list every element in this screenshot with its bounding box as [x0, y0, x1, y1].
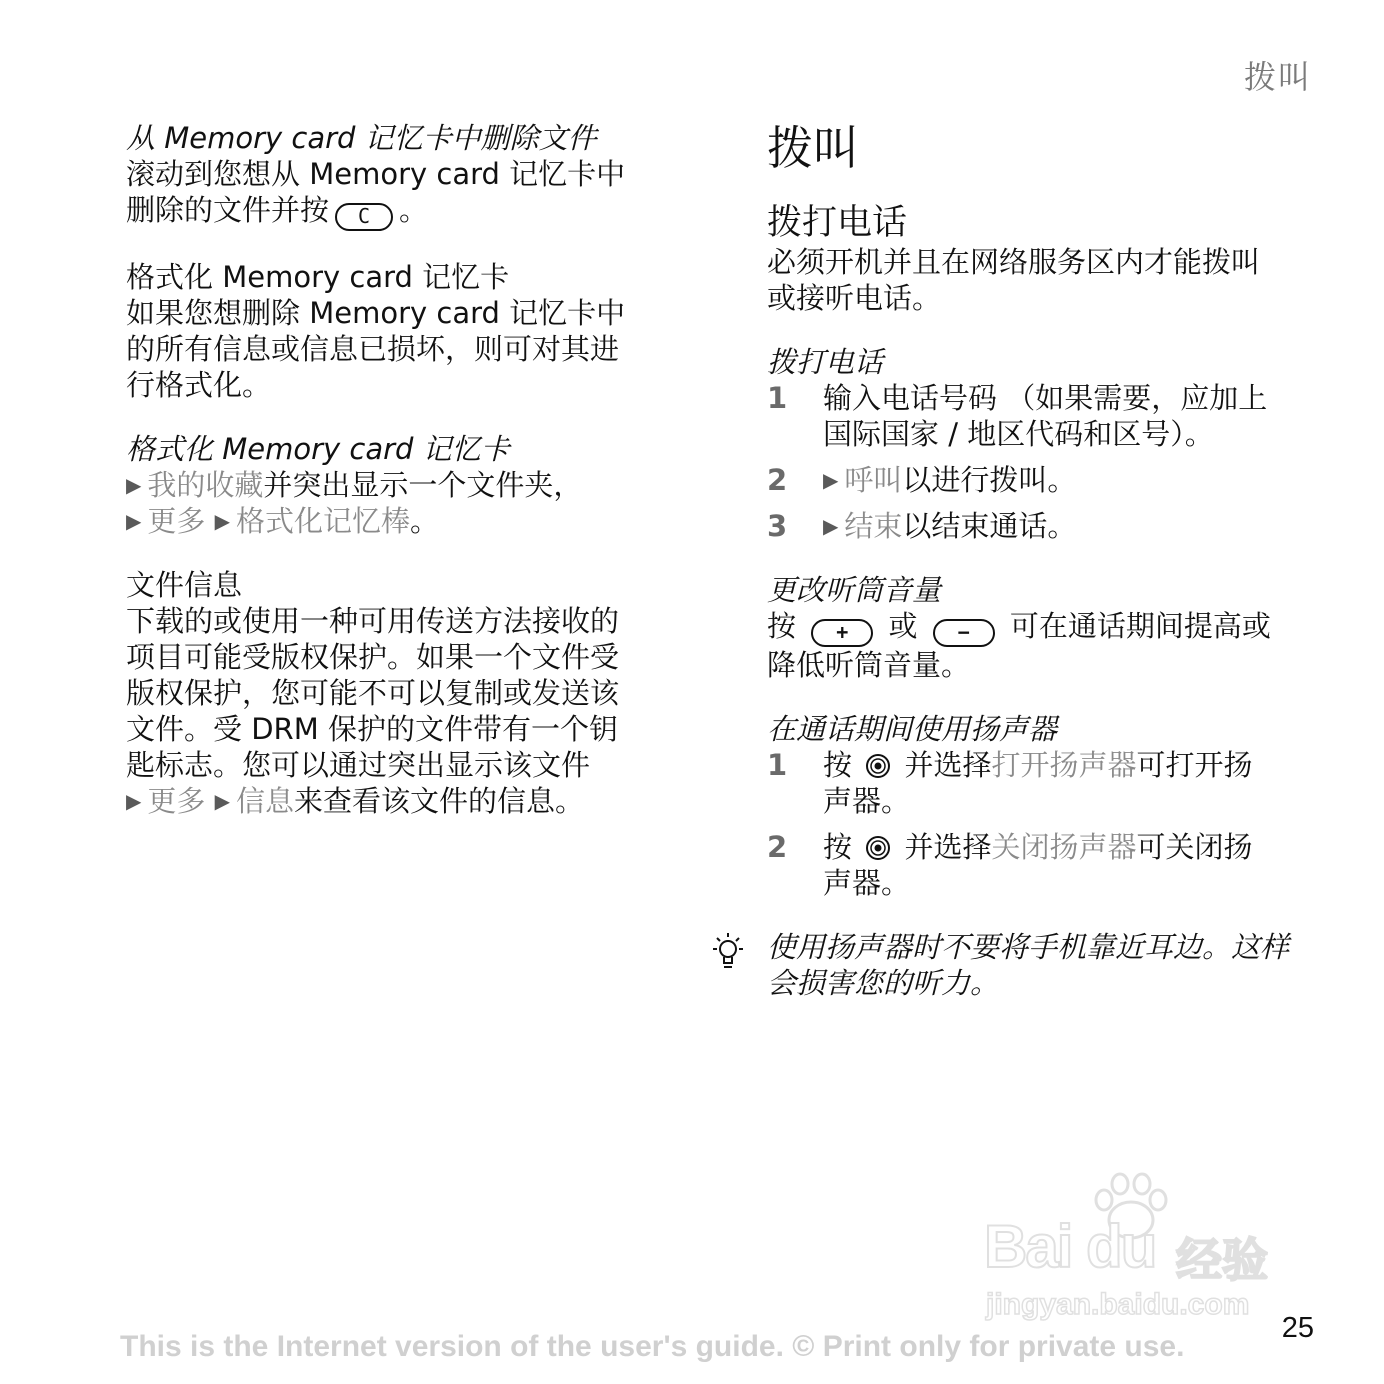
dial-title: 拨打电话 [767, 345, 884, 379]
speaker-step-line [823, 747, 1327, 783]
speaker-step-line [823, 829, 1327, 865]
watermark-url: jingyan.baidu.com [986, 1288, 1250, 1321]
navigation-key-icon [865, 753, 891, 779]
dial-step-line: 国际国家 / 地区代码和区号）。 [823, 417, 1214, 451]
volume-text: 按 [767, 609, 797, 643]
left-column [126, 120, 686, 847]
softkey-link-speaker-off: 关闭扬声器 [991, 830, 1137, 864]
dial-step-line [823, 508, 1327, 544]
file-info-steps-rest: 来查看该文件的信息。 [294, 784, 585, 818]
menu-link-more: 更多 [147, 504, 206, 538]
intro-line: 必须开机并且在网络服务区内才能拨叫 [767, 245, 1261, 279]
delete-file-text-2 [126, 192, 686, 231]
chapter-heading: 拨叫 [767, 121, 859, 175]
step-number: 2 [767, 830, 788, 864]
step-number: 1 [767, 381, 788, 415]
dial-step-line [823, 462, 1327, 498]
running-header: 拨叫 [1243, 58, 1312, 96]
format-text-line: 行格式化。 [126, 368, 272, 402]
format-steps-line-2 [126, 503, 686, 539]
dial-step [767, 462, 1327, 498]
step-number: 2 [767, 463, 788, 497]
menu-link-more: 更多 [147, 784, 206, 818]
watermark-logo-text: Bai du [984, 1213, 1156, 1280]
dial-step [767, 508, 1327, 544]
baidu-watermark [976, 1172, 1306, 1332]
file-info-title: 文件信息 [126, 568, 243, 602]
arrow-right-icon: ▶ [126, 509, 142, 533]
arrow-right-icon: ▶ [126, 789, 142, 813]
file-info-text-line: 文件。受 DRM 保护的文件带有一个钥 [126, 712, 618, 746]
speaker-step-text: 并选择 [904, 830, 992, 864]
intro-section [767, 244, 1327, 316]
speaker-section [767, 711, 1327, 901]
step-number: 3 [767, 509, 788, 543]
speaker-step [767, 829, 1327, 901]
volume-text: 或 [888, 609, 918, 643]
arrow-right-icon: ▶ [823, 514, 839, 538]
delete-file-title: 从 Memory card 记忆卡中删除文件 [126, 121, 597, 155]
volume-up-key-icon: + [811, 619, 873, 647]
arrow-right-icon: ▶ [214, 509, 231, 533]
arrow-right-icon: ▶ [214, 789, 231, 813]
menu-link-format-memory: 格式化记忆棒 [236, 504, 411, 538]
speaker-step-text: 可关闭扬 [1136, 830, 1253, 864]
navigation-key-icon [865, 835, 891, 861]
speaker-step-text: 按 [823, 748, 853, 782]
dial-section [767, 344, 1327, 544]
speaker-step-text: 可打开扬 [1136, 748, 1253, 782]
speaker-step-text: 并选择 [904, 748, 992, 782]
softkey-link-end: 结束 [844, 509, 903, 543]
format-section [126, 259, 686, 403]
intro-line: 或接听电话。 [767, 281, 942, 315]
arrow-right-icon: ▶ [823, 468, 839, 492]
speaker-title: 在通话期间使用扬声器 [767, 712, 1058, 746]
delete-file-text-2b: 。 [399, 193, 429, 227]
section-heading: 拨打电话 [767, 203, 908, 243]
right-column [767, 120, 1327, 1001]
format-steps-line-1 [126, 467, 686, 503]
volume-title: 更改听筒音量 [767, 573, 942, 607]
step-number: 1 [767, 748, 788, 782]
lightbulb-tip-icon [709, 931, 747, 975]
file-info-text-line: 项目可能受版权保护。如果一个文件受 [126, 640, 620, 674]
footer-notice: This is the Internet version of the user's guide. © Print only for private use. [120, 1330, 1185, 1363]
file-info-section [126, 567, 686, 819]
arrow-right-icon: ▶ [126, 473, 142, 497]
speaker-step-line: 声器。 [823, 866, 911, 900]
format-title: 格式化 Memory card 记忆卡 [126, 260, 510, 294]
file-info-text-line: 版权保护，您可能不可以复制或发送该 [126, 676, 620, 710]
format-steps-line-2-rest: 。 [410, 504, 440, 538]
delete-file-text-2a: 删除的文件并按 [126, 193, 330, 227]
file-info-steps-line [126, 783, 686, 819]
softkey-link-speaker-on: 打开扬声器 [991, 748, 1137, 782]
volume-line-1 [767, 608, 1327, 647]
tip-note [767, 929, 1327, 1001]
tip-line: 会损害您的听力。 [767, 966, 1000, 1000]
tip-line: 使用扬声器时不要将手机靠近耳边。这样 [767, 930, 1290, 964]
speaker-step [767, 747, 1327, 819]
volume-section [767, 572, 1327, 683]
format-steps-title: 格式化 Memory card 记忆卡 [126, 432, 510, 466]
dial-step [767, 380, 1327, 452]
c-key-icon: C [335, 203, 393, 231]
volume-line-2: 降低听筒音量。 [767, 648, 971, 682]
page-number: 25 [1281, 1312, 1314, 1344]
delete-file-text-1: 滚动到您想从 Memory card 记忆卡中 [126, 157, 626, 191]
speaker-step-text: 按 [823, 830, 853, 864]
watermark-cn-text: 经验 [1176, 1233, 1268, 1287]
file-info-text-line: 下载的或使用一种可用传送方法接收的 [126, 604, 620, 638]
volume-text: 可在通话期间提高或 [1009, 609, 1271, 643]
dial-step-rest: 以结束通话。 [902, 509, 1077, 543]
volume-down-key-icon: − [933, 619, 995, 647]
format-steps-line-1-rest: 并突出显示一个文件夹， [263, 468, 583, 502]
delete-file-section [126, 120, 686, 231]
menu-link-info: 信息 [236, 784, 295, 818]
menu-link-favorites: 我的收藏 [147, 468, 264, 502]
format-steps-section [126, 431, 686, 539]
softkey-link-call: 呼叫 [844, 463, 903, 497]
format-text-line: 的所有信息或信息已损坏，则可对其进 [126, 332, 620, 366]
dial-step-rest: 以进行拨叫。 [902, 463, 1077, 497]
dial-step-line: 输入电话号码 （如果需要，应加上 [823, 381, 1268, 415]
format-text-line: 如果您想删除 Memory card 记忆卡中 [126, 296, 626, 330]
file-info-text-line: 匙标志。您可以通过突出显示该文件 [126, 748, 591, 782]
speaker-step-line: 声器。 [823, 784, 911, 818]
